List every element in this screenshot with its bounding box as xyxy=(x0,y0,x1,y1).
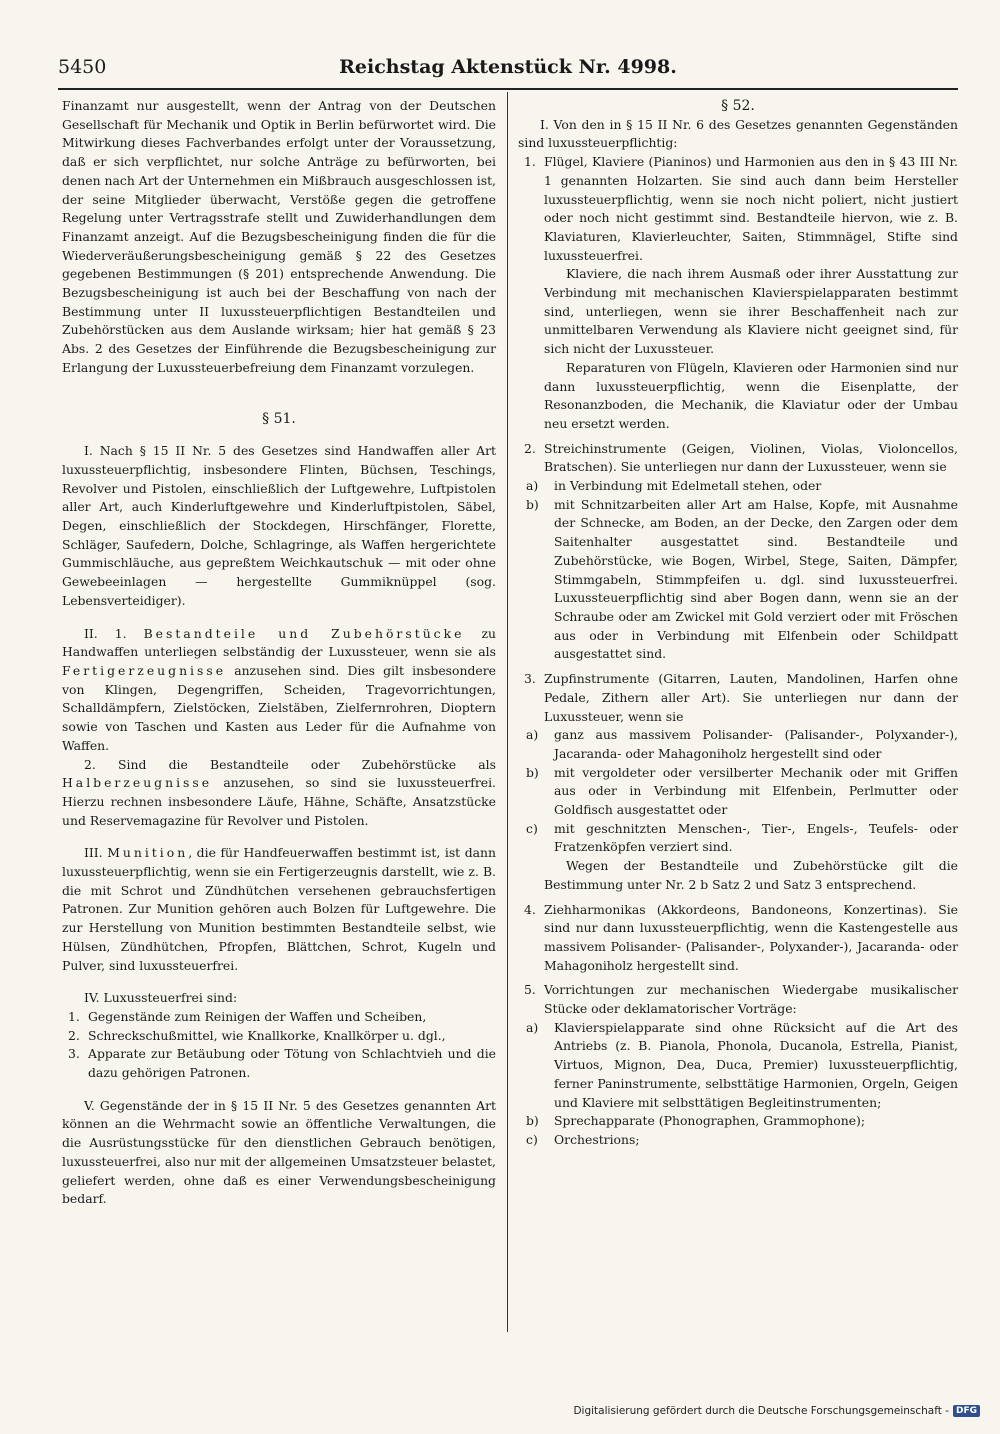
list-item: 3. Zupfinstrumente (Gitarren, Lauten, Mandolinen, Harfen ohne Pedale, Zithern aller Art). Sie unterliegen nur dann der Luxussteuer, wenn sie xyxy=(524,671,958,724)
s51-para-II-1: II. 1. Bestandteile und Zubehörstücke zu Handwaffen unterliegen selbständig der Luxussteuer, wenn sie als Fertigerzeugnisse anzusehen sind. Dies gilt insbesondere von Klingen, Degengriffen, Scheiden, Tragevorrichtungen, Schalldämpfern, Zielstöcken, Zielstäben, Zielfernrohren, Dioptern sowie von Taschen und Kasten aus Leder für die Aufnahme von Waffen. xyxy=(62,625,496,753)
sub-list-item: a) in Verbindung mit Edelmetall stehen, oder xyxy=(526,478,822,494)
footer-text: Digitalisierung gefördert durch die Deutsche Forschungsgemeinschaft - xyxy=(573,1405,949,1417)
s51-IV-list xyxy=(62,1008,496,1083)
sub-list-item: b) Sprechapparate (Phonographen, Grammophone); xyxy=(526,1113,866,1129)
s51-para-I: I. Nach § 15 II Nr. 5 des Gesetzes sind Handwaffen aller Art luxussteuerpflichtig, insbesondere Flinten, Büchsen, Teschings, Revolver und Pistolen, einschließlich der Luftgewehre, Luftpistolen aller Art, auch Kinderluftgewehre und Kinderluftpistolen, Säbel, Degen, einschließlich der Stockdegen, Hirschfänger, Florette, Schläger, Saufedern, Dolche, Schlagringe, als Waffen hergerichtete Gummischläuche, aus gepreßtem Weichkautschuk — mit oder ohne Gewebeeinlagen — hergestellte Gummiknüppel (sog. Lebensverteidiger). xyxy=(62,443,496,608)
list-item: 1. Gegenstände zum Reinigen der Waffen und Scheiben, xyxy=(68,1008,427,1024)
section-51-heading: § 51. xyxy=(262,410,296,427)
sub-list-item: a) Klavierspielapparate sind ohne Rücksicht auf die Art des Antriebs (z. B. Pianola, Phonola, Ducanola, Estrella, Pianist, Virtuos, Mignon, Dea, Duca, Premier) luxussteuerpflichtig, ferner Paninstrumente, selbsttätige Harmonien, Orgeln, Geigen und Klaviere mit selbsttätigen Begleitinstrumenten; xyxy=(526,1019,958,1110)
item2-sublist xyxy=(518,477,958,664)
s51-para-V: V. Gegenstände der in § 15 II Nr. 5 des Gesetzes genannten Art können an die Wehrmacht sowie an öffentliche Verwaltungen, die die Ausrüstungsstücke für den dienstlichen Gebrauch benötigen, luxussteuerfrei, also nur mit der allgemeinen Umsatzsteuer belastet, geliefert werden, ohne daß es einer Verwendungsbescheinigung bedarf. xyxy=(62,1097,496,1207)
s52-list xyxy=(518,153,958,1150)
s51-para-IV: IV. Luxussteuerfrei sind: xyxy=(84,990,238,1006)
sub-list-item: a) ganz aus massivem Polisander- (Palisander-, Polyxander-), Jacaranda- oder Mahagoniholz hergestellt sind oder xyxy=(526,727,958,761)
page-header xyxy=(58,56,958,86)
right-column xyxy=(518,97,958,1150)
s52-para-I: I. Von den in § 15 II Nr. 6 des Gesetzes genannten Gegenständen sind luxussteuerpflichtig: xyxy=(518,116,958,151)
column-divider xyxy=(507,92,508,1332)
item3-sublist xyxy=(518,726,958,857)
dfg-logo-icon: DFG xyxy=(953,1405,980,1417)
left-column xyxy=(62,97,496,1209)
page-number: 5450 xyxy=(58,56,107,78)
header-rule xyxy=(58,88,958,90)
list-item: Wegen der Bestandteile und Zubehörstücke gilt die Bestimmung unter Nr. 2 b Satz 2 und Satz 3 entsprechend. xyxy=(544,858,958,892)
list-item: 1. Flügel, Klaviere (Pianinos) und Harmonien aus den in § 43 III Nr. 1 genannten Holzarten. Sie sind auch dann beim Hersteller luxussteuerpflichtig, wenn sie noch nicht poliert, nicht justiert oder noch nicht gestimmt sind. Bestandteile hiervon, wie z. B. Klaviaturen, Klavierleuchter, Saiten, Stimmnägel, Stifte sind luxussteuerfrei. Klaviere, die nach ihrem Ausmaß oder ihrer Ausstattung zur Verbindung mit mechanischen Klavierspielapparaten bestimmt sind, unterliegen, wenn sie ihrer Beschaffenheit nach zur unmittelbaren Verwendung als Klaviere nicht geeignet sind, für sich nicht der Luxussteuer. Reparaturen von Flügeln, Klavieren oder Harmonien sind nur dann luxussteuerpflichtig, wenn die Eisenplatte, der Resonanzboden, die Mechanik, die Klaviatur oder der Umbau neu ersetzt werden. xyxy=(524,154,958,431)
sub-list-item: b) mit Schnitzarbeiten aller Art am Halse, Kopfe, mit Ausnahme der Schnecke, am Boden, an der Decke, den Zargen oder dem Saitenhalter ausgestattet sind. Bestandteile und Zubehörstücke, wie Bogen, Wirbel, Stege, Saiten, Dämpfer, Stimmgabeln, Stimmpfeifen u. dgl. sind luxussteuerfrei. Luxussteuerpflichtig sind aber Bogen dann, wenn sie an der Schraube oder am Zwickel mit Gold verziert oder mit Fröschen aus oder in Verbindung mit Elfenbein oder Schildpatt ausgestattet sind. xyxy=(526,496,958,662)
list-item: 4. Ziehharmonikas (Akkordeons, Bandoneons, Konzertinas). Sie sind nur dann luxussteuerpflichtig, wenn die Kastengestelle aus massivem Polisander- (Palisander-, Polyxander-), Jacaranda- oder Mahagoniholz hergestellt sind. xyxy=(524,901,958,973)
s51-para-II-2: 2. Sind die Bestandteile oder Zubehörstücke als Halberzeugnisse anzusehen, so sind sie luxussteuerfrei. Hierzu rechnen insbesondere Läufe, Hähne, Schäfte, Ansatzstücke und Reservemagazine für Revolver und Pistolen. xyxy=(62,756,496,828)
running-title: Reichstag Aktenstück Nr. 4998. xyxy=(339,56,677,78)
list-item: 2. Streichinstrumente (Geigen, Violinen, Violas, Violoncellos, Bratschen). Sie unterliegen nur dann der Luxussteuer, wenn sie xyxy=(524,440,958,475)
item5-sublist xyxy=(518,1019,958,1150)
sub-list-item: c) mit geschnitzten Menschen-, Tier-, Engels-, Teufels- oder Fratzenköpfen verziert sind. xyxy=(526,820,958,855)
list-item: 5. Vorrichtungen zur mechanischen Wiedergabe musikalischer Stücke oder deklamatorischer Vorträge: xyxy=(524,982,958,1017)
intro-paragraph: Finanzamt nur ausgestellt, wenn der Antrag von der Deutschen Gesellschaft für Mechanik und Optik in Berlin befürwortet wird. Die Mitwirkung dieses Fachverbandes erfolgt unter der Voraussetzung, daß er sich verpflichtet, nur solche Anträge zu befürworten, bei denen nach Art der Unternehmen ein Mißbrauch ausgeschlossen ist, der seine Mitglieder überwacht, Verstöße gegen die getroffene Regelung unter Vertragsstrafe stellt und Zuwiderhandlungen dem Finanzamt anzeigt. Auf die Bezugsbescheinigung finden die für die Wiederveräußerungsbescheinigung gemäß § 22 des Gesetzes gegebenen Bestimmungen (§ 201) entsprechende Anwendung. Die Bezugsbescheinigung ist auch bei der Beschaffung von nach der Bestimmung unter II luxussteuerpflichtigen Bestandteilen und Zubehörstücken aus dem Auslande wirksam; hier hat gemäß § 23 Abs. 2 des Gesetzes der Einführende die Bezugsbescheinigung zur Erlangung der Luxussteuerbefreiung dem Finanzamt vorzulegen. xyxy=(62,98,496,375)
footer-credit xyxy=(573,1405,980,1417)
sub-list-item: c) Orchestrions; xyxy=(526,1131,640,1147)
sub-list-item: b) mit vergoldeter oder versilberter Mechanik oder mit Griffen aus oder in Verbindung mit Elfenbein, Perlmutter oder Goldfisch ausgestattet oder xyxy=(526,764,958,818)
list-item: 2. Schreckschußmittel, wie Knallkorke, Knallkörper u. dgl., xyxy=(68,1027,446,1043)
s51-para-III: III. Munition, die für Handfeuerwaffen bestimmt ist, ist dann luxussteuerpflichtig, wenn sie ein Fertigerzeugnis darstellt, wie z. B. die mit Schrot und Zündhütchen versehenen gebrauchsfertigen Patronen. Zur Munition gehören auch Bolzen für Luftgewehre. Die zur Herstellung von Munition bestimmten Bestandteile selbst, wie Hülsen, Zündhütchen, Pfropfen, Blättchen, Schrot, Kugeln und Pulver, sind luxussteuerfrei. xyxy=(62,845,496,973)
list-item: 3. Apparate zur Betäubung oder Tötung von Schlachtvieh und die dazu gehörigen Patronen. xyxy=(68,1046,496,1081)
section-52-heading: § 52. xyxy=(721,98,755,114)
